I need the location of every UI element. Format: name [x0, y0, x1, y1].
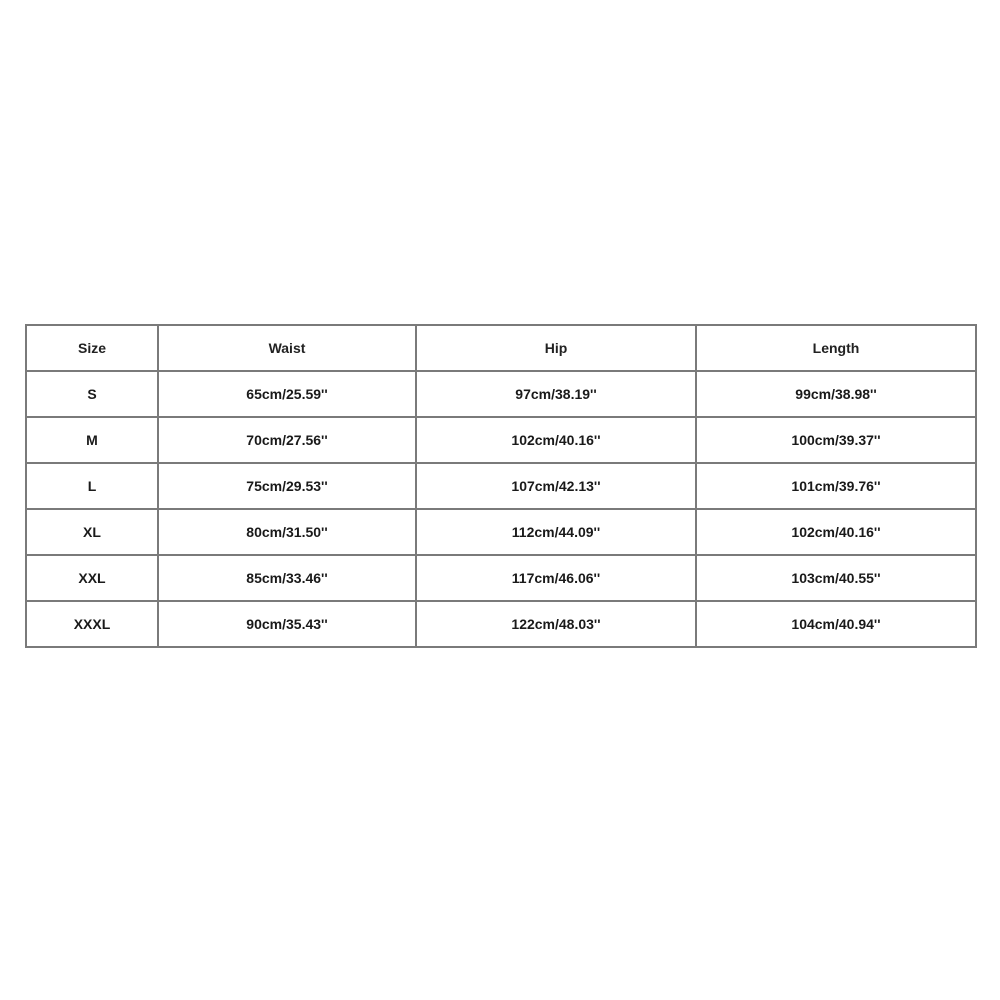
cell-size: XXXL	[26, 601, 158, 647]
table-row	[26, 417, 976, 463]
cell-hip: 97cm/38.19''	[416, 371, 696, 417]
table-row	[26, 555, 976, 601]
cell-length: 104cm/40.94''	[696, 601, 976, 647]
cell-length: 99cm/38.98''	[696, 371, 976, 417]
size-chart-header	[26, 325, 976, 371]
cell-waist: 80cm/31.50''	[158, 509, 416, 555]
cell-length: 102cm/40.16''	[696, 509, 976, 555]
cell-waist: 85cm/33.46''	[158, 555, 416, 601]
header-hip: Hip	[416, 325, 696, 371]
size-chart-body	[26, 371, 976, 647]
cell-length: 100cm/39.37''	[696, 417, 976, 463]
cell-size: L	[26, 463, 158, 509]
table-row	[26, 601, 976, 647]
cell-hip: 102cm/40.16''	[416, 417, 696, 463]
header-size: Size	[26, 325, 158, 371]
cell-waist: 75cm/29.53''	[158, 463, 416, 509]
table-row	[26, 509, 976, 555]
cell-hip: 107cm/42.13''	[416, 463, 696, 509]
table-row	[26, 371, 976, 417]
cell-hip: 112cm/44.09''	[416, 509, 696, 555]
table-row	[26, 463, 976, 509]
cell-hip: 117cm/46.06''	[416, 555, 696, 601]
cell-size: S	[26, 371, 158, 417]
cell-hip: 122cm/48.03''	[416, 601, 696, 647]
cell-length: 103cm/40.55''	[696, 555, 976, 601]
cell-size: XXL	[26, 555, 158, 601]
cell-size: XL	[26, 509, 158, 555]
header-waist: Waist	[158, 325, 416, 371]
header-row	[26, 325, 976, 371]
cell-waist: 70cm/27.56''	[158, 417, 416, 463]
cell-waist: 65cm/25.59''	[158, 371, 416, 417]
cell-length: 101cm/39.76''	[696, 463, 976, 509]
size-chart-table	[25, 324, 977, 648]
cell-size: M	[26, 417, 158, 463]
cell-waist: 90cm/35.43''	[158, 601, 416, 647]
header-length: Length	[696, 325, 976, 371]
